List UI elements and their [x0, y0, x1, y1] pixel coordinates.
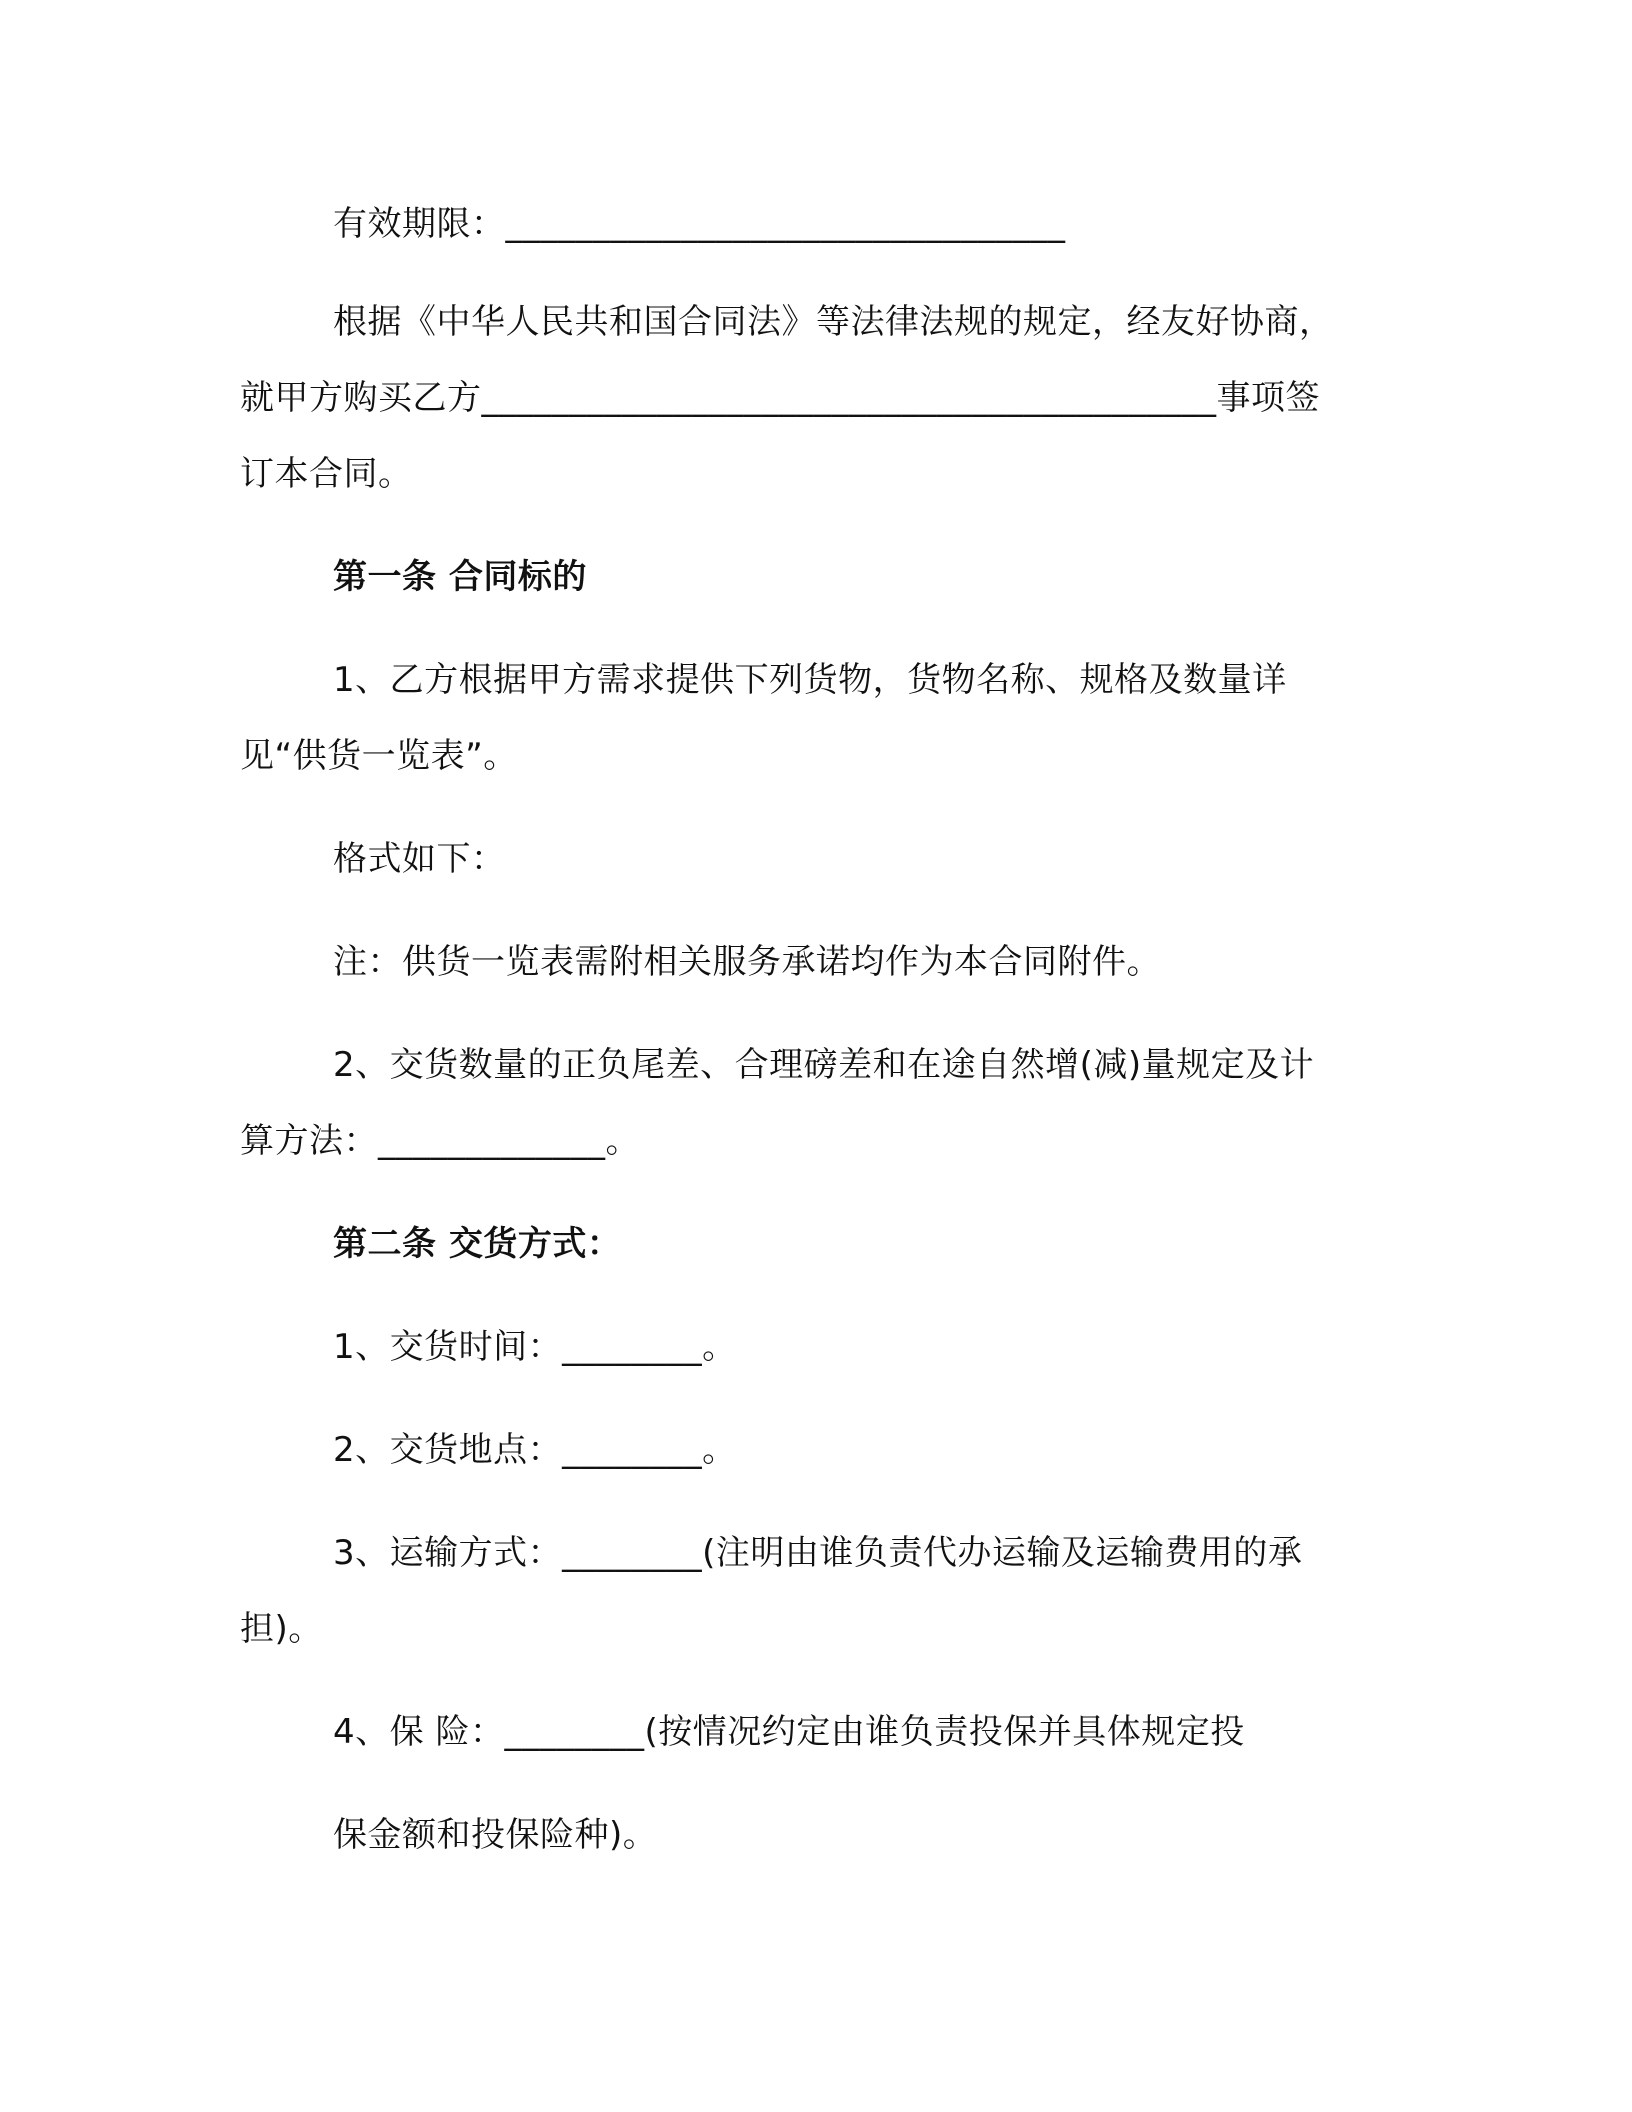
article-one-item-1-line-1: 1、乙方根据甲方需求提供下列货物，货物名称、规格及数量详 [333, 660, 1287, 700]
transport-line-1: 3、运输方式：________(注明由谁负责代办运输及运输费用的承 [333, 1533, 1303, 1573]
article-two-heading: 第二条 交货方式： [333, 1224, 622, 1264]
transport-line-2: 担)。 [240, 1609, 323, 1649]
validity-period-line: 有效期限：________________________________ [333, 204, 1066, 244]
article-one-item-1-line-2: 见“供货一览表”。 [240, 736, 518, 776]
article-one-item-2-line-2: 算方法：_____________。 [240, 1121, 640, 1161]
delivery-time-line: 1、交货时间：________。 [333, 1327, 737, 1367]
article-one-item-2-line-1: 2、交货数量的正负尾差、合理磅差和在途自然增(减)量规定及计 [333, 1045, 1315, 1085]
delivery-place-line: 2、交货地点：________。 [333, 1430, 737, 1470]
note-line: 注：供货一览表需附相关服务承诺均作为本合同附件。 [333, 942, 1161, 982]
article-one-heading: 第一条 合同标的 [333, 557, 587, 597]
preamble-line-3: 订本合同。 [240, 454, 413, 494]
insurance-line-1: 4、保 险：________(按情况约定由谁负责投保并具体规定投 [333, 1712, 1245, 1752]
preamble-line-2: 就甲方购买乙方__________________________________________事项签 [240, 378, 1320, 418]
preamble-line-1: 根据《中华人民共和国合同法》等法律法规的规定，经友好协商， [333, 302, 1334, 342]
format-label: 格式如下： [333, 839, 506, 879]
insurance-line-2: 保金额和投保险种)。 [333, 1815, 658, 1855]
